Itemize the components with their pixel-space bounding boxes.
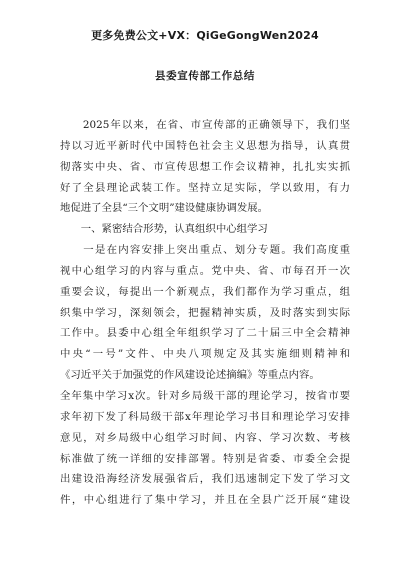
text-line: 工作中。县委中心组全年组织学习了二十届三中全会精神	[60, 327, 350, 340]
text-line: 求年初下发了科局级干部x年理论学习书目和理论学习安排	[60, 410, 350, 423]
document-body	[60, 115, 350, 511]
page-title: 县委宣传部工作总结	[155, 70, 255, 82]
text-line: 《习近平关于加强党的作风建设论述摘编》等重点内容。	[60, 369, 320, 382]
text-line: 标准做了统一详细的安排部署。特别是省委、市委全会提	[60, 452, 350, 465]
text-line: 重要会议，每提出一个新观点，我们都作为学习重点，组	[60, 285, 350, 298]
text-line: 一是在内容安排上突出重点、划分专题。我们高度重	[60, 244, 350, 257]
text-line: 地促进了全县“三个文明”建设健康协调发展。	[60, 202, 269, 215]
section-heading: 一、紧密结合形势，认真组织中心组学习	[60, 223, 268, 236]
text-line: 视中心组学习的内容与重点。党中央、省、市每召开一次	[60, 264, 350, 277]
text-line: 全年集中学习x次。针对乡局级干部的理论学习，按省市要	[60, 389, 350, 402]
text-line: 中央“一号”文件、中央八项规定及其实施细则精神和	[60, 348, 350, 361]
text-line: 件，中心组进行了集中学习，并且在全县广泛开展“建设	[60, 494, 350, 507]
text-line: 持以习近平新时代中国特色社会主义思想为指导，认真贯	[60, 139, 350, 152]
text-line: 2025年以来，在省、市宣传部的正确领导下，我们坚	[60, 119, 350, 131]
text-line: 意见，对乡局级中心组学习时间、内容、学习次数、考核	[60, 431, 350, 444]
text-line: 织集中学习，深刻领会，把握精神实质，及时落实到实际	[60, 306, 350, 319]
text-line: 好了全县理论武装工作。坚持立足实际，学以致用，有力	[60, 181, 350, 194]
text-line: 彻落实中央、省、市宣传思想工作会议精神，扎扎实实抓	[60, 160, 350, 173]
header-banner: 更多免费公文+VX：QiGeGongWen2024	[91, 29, 319, 42]
text-line: 出建设沿海经济发展强省后，我们迅速制定下发了学习文	[60, 473, 350, 486]
